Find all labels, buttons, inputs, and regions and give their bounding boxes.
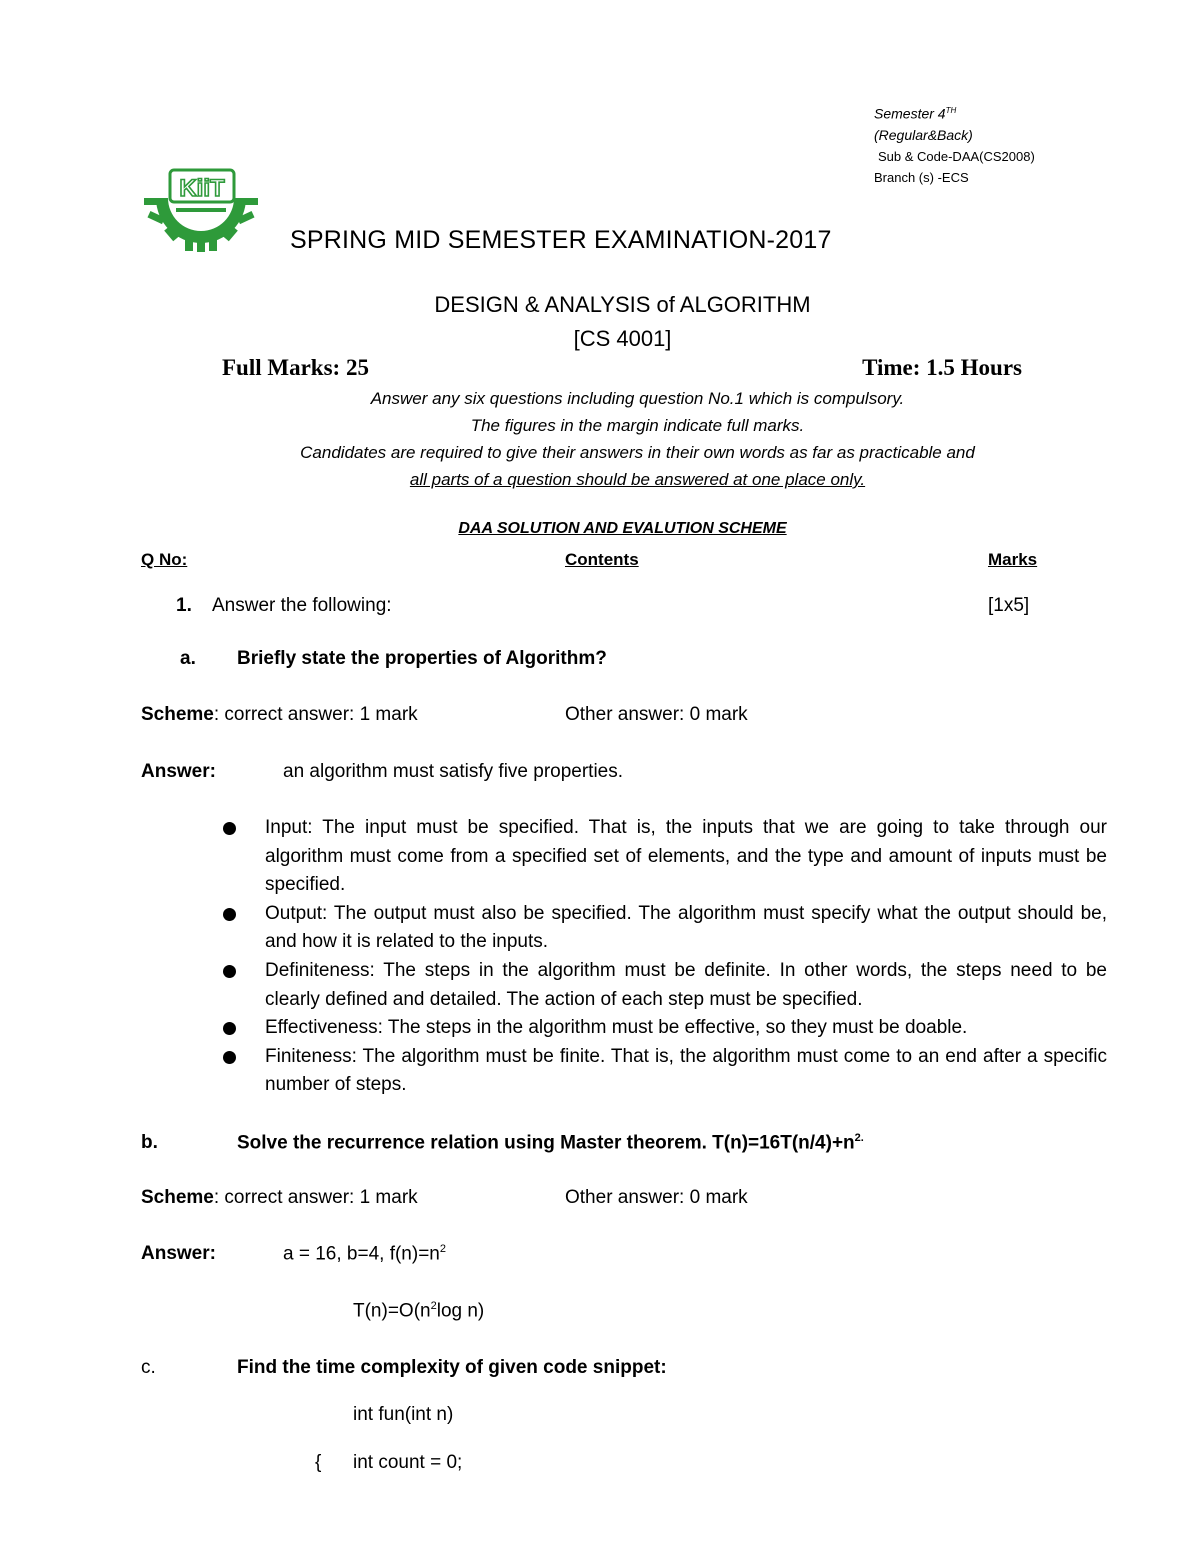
q1b-answer-line1: a = 16, b=4, $f(n)=n^2$ — [283, 1243, 446, 1265]
bullet-icon — [223, 1051, 236, 1064]
q1b-scheme-other: Other answer: 0 mark — [565, 1187, 748, 1208]
q1a-scheme: Scheme: correct answer: 1 mark — [141, 704, 418, 725]
q1-number: 1. — [176, 595, 192, 616]
bullet-icon — [223, 822, 236, 835]
code-line: int fun(int n) — [353, 1404, 454, 1425]
q1-marks: [1x5] — [988, 595, 1030, 616]
exam-time: Time: 1.5 Hours — [862, 355, 1022, 380]
instruction-line: all parts of a question should be answered at one place only. — [409, 470, 866, 489]
list-item: Input: The input must be specified. That is, the inputs that we are going to take through our algorithm must come from a specified set of elements, and the type and amount of inputs must be specified. — [222, 814, 1107, 900]
q1-text: Answer the following: — [212, 595, 392, 616]
bullet-icon — [223, 908, 236, 921]
subject-code: Sub & Code-DAA(CS2008) — [878, 148, 1035, 164]
instructions — [0, 385, 1200, 493]
properties-list — [222, 814, 1107, 1100]
bullet-icon — [223, 1022, 236, 1035]
code-line: int count = 0; — [353, 1452, 463, 1473]
branch: Branch (s) -ECS — [874, 169, 969, 185]
list-item: Effectiveness: The steps in the algorithm must be effective, so they must be doable. — [222, 1014, 1107, 1043]
instruction-line: Candidates are required to give their answers in their own words as far as practicable and — [300, 443, 975, 462]
q1b-answer-line2: $T(n)=O(n^2\log$ n) — [353, 1300, 485, 1322]
list-item: Output: The output must also be specified. The algorithm must specify what the output should be, and how it is related to the inputs. — [222, 900, 1107, 957]
scheme-title: DAA SOLUTION AND EVALUTION SCHEME — [458, 520, 787, 537]
q1a-scheme-other: Other answer: 0 mark — [565, 704, 748, 725]
marks-time-row — [222, 355, 1022, 381]
course-code: [CS 4001] — [573, 326, 672, 351]
bullet-icon — [223, 965, 236, 978]
kiit-logo-icon — [142, 168, 260, 252]
semester-line: Semester 4TH — [874, 105, 957, 122]
header-meta — [874, 100, 1035, 188]
full-marks: Full Marks: 25 — [222, 355, 369, 380]
q1b-label: b. — [141, 1132, 158, 1153]
code-brace: { — [315, 1452, 322, 1473]
exam-type: (Regular&Back) — [874, 126, 973, 143]
q1b-question: Solve the recurrence relation using Master theorem. $T(n)=16T(n/4)+n^{2.}$ — [237, 1132, 864, 1154]
list-item: Finiteness: The algorithm must be finite. That is, the algorithm must come to an end after a specific number of steps. — [222, 1043, 1107, 1100]
subject-block — [0, 288, 1200, 356]
q1a-answer-label: Answer: — [141, 761, 216, 782]
q1a-label: a. — [180, 648, 196, 669]
column-qno: Q No: — [141, 550, 188, 569]
column-marks: Marks — [988, 550, 1038, 569]
subject-name: DESIGN & ANALYSIS of ALGORITHM — [434, 292, 811, 317]
exam-title: SPRING MID SEMESTER EXAMINATION-2017 — [290, 226, 832, 254]
q1a-answer-intro: an algorithm must satisfy five properties. — [283, 761, 624, 782]
instruction-line: Answer any six questions including question No.1 which is compulsory. — [370, 389, 905, 408]
q1b-answer-label: Answer: — [141, 1243, 216, 1264]
list-item: Definiteness: The steps in the algorithm must be definite. In other words, the steps need to be clearly defined and detailed. The action of each step must be specified. — [222, 957, 1107, 1014]
q1c-question: Find the time complexity of given code snippet: — [237, 1357, 667, 1378]
q1b-scheme: Scheme: correct answer: 1 mark — [141, 1187, 418, 1208]
column-contents: Contents — [565, 550, 639, 569]
q1c-label: c. — [141, 1357, 156, 1378]
logo-wordmark: KiiT — [179, 175, 225, 202]
kiit-logo — [142, 168, 260, 252]
instruction-line: The figures in the margin indicate full marks. — [470, 416, 805, 435]
q1a-question: Briefly state the properties of Algorithm? — [237, 648, 607, 669]
